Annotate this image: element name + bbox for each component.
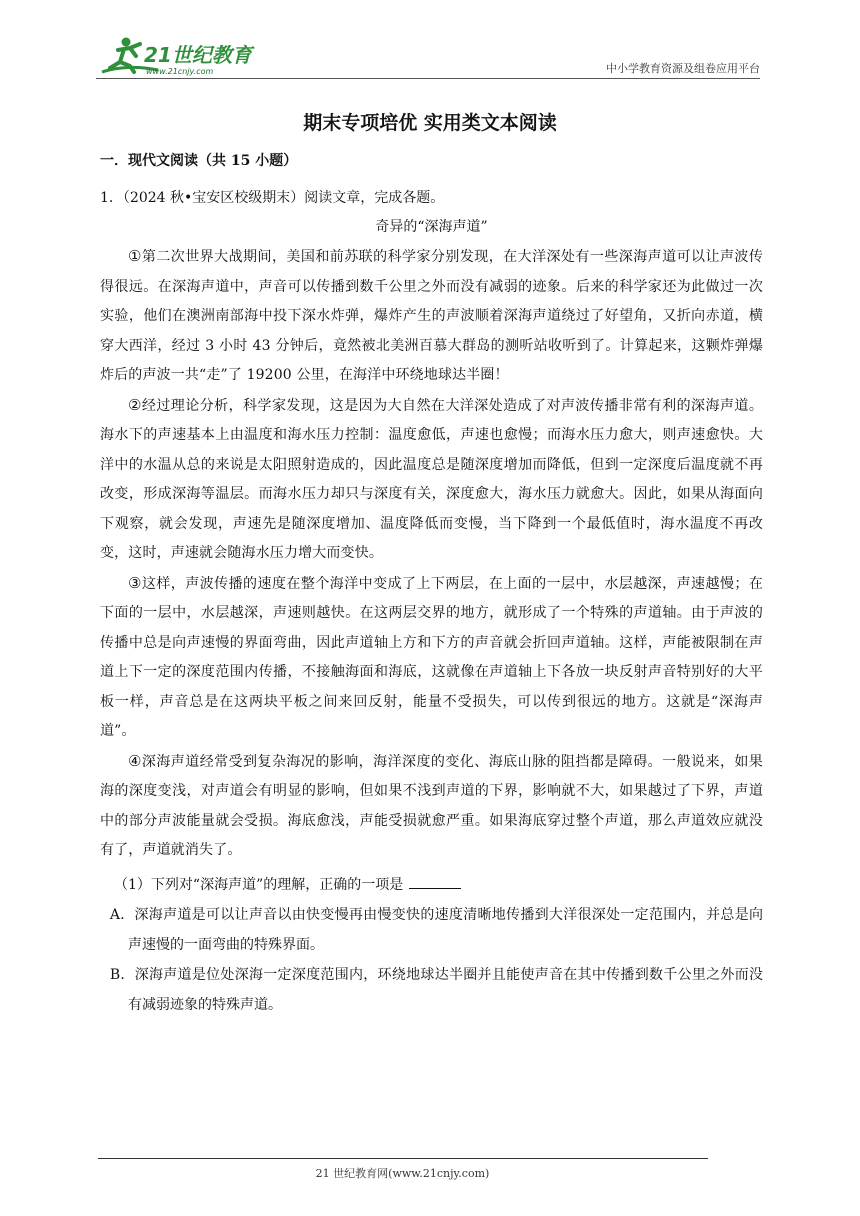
sub-question-stem: [100, 870, 763, 900]
answer-option[interactable]: [100, 900, 763, 960]
section-heading: 一．现代文阅读（共 15 小题）: [100, 153, 298, 169]
option-letter: A．: [109, 906, 135, 923]
paragraph-text: 经过理论分析，科学家发现，这是因为大自然在大洋深处造成了对声波传播非常有利的深海声道。海水下的声速基本上由温度和海水压力控制：温度愈低，声速也愈慢；而海水压力愈大，则声速愈快。大洋中的水温从总的来说是太阳照射造成的，因此温度总是随深度增加而降低，但到一定深度后温度就不再改变，形成深海等温层。而海水压力却只与深度有关，深度愈大，海水压力就愈大。因此，如果从海面向下观察，就会发现，声速先是随深度增加、温度降低而变慢，当下降到一个最低值时，海水温度不再改变，这时，声速就会随海水压力增大而变快。: [100, 397, 763, 561]
option-letter: B．: [109, 966, 135, 983]
paragraph-number: ①: [128, 247, 142, 265]
logo-text: 21世纪教育: [144, 43, 252, 67]
header-divider: [96, 78, 760, 79]
article-paragraph: [100, 569, 763, 747]
footer-text: 21 世纪教育网(www.21cnjy.com): [315, 1167, 490, 1180]
article-paragraph: [100, 391, 763, 569]
site-logo: [96, 34, 266, 78]
paragraph-number: ③: [128, 573, 142, 592]
footer-divider: [98, 1158, 708, 1159]
paragraph-number: ④: [128, 751, 142, 770]
page-header: [96, 30, 760, 80]
question-intro: 1．（2024 秋•宝安区校级期末）阅读文章，完成各题。: [100, 190, 445, 206]
page-title: 期末专项培优 实用类文本阅读: [303, 112, 557, 134]
article-title: 奇异的“深海声道”: [375, 219, 488, 235]
paragraph-text: 第二次世界大战期间，美国和前苏联的科学家分别发现，在大洋深处有一些深海声道可以让声波传得很远。在深海声道中，声音可以传播到数千公里之外而没有减弱的迹象。后来的科学家还为此做过一次实验，他们在澳洲南部海中投下深水炸弹，爆炸产生的声波顺着深海声道绕过了好望角，又折向赤道，横穿大西洋，经过 3 小时 43 分钟后，竟然被北美洲百慕大群岛的测听站收听到了。计算起来，这颗炸弹爆炸后的声波一共“走”了 19200 公里，在海洋中环绕地球达半圈！: [100, 249, 763, 383]
article-paragraph: [100, 242, 763, 391]
paragraph-text: 深海声道经常受到复杂海况的影响，海洋深度的变化、海底山脉的阻挡都是障碍。一般说来，如果海的深度变浅，对声道会有明显的影响，但如果不浅到声道的下界，影响就不大，如果越过了下界，声道中的部分声波能量就会受损。海底愈浅，声能受损就愈严重。如果海底穿过整个声道，那么声道效应就没有了，声道就消失了。: [100, 753, 763, 858]
answer-option[interactable]: [100, 960, 763, 1020]
option-text: 深海声道是可以让声音以由快变慢再由慢变快的速度清晰地传播到大洋很深处一定范围内，并总是向声速慢的一面弯曲的特殊界面。: [128, 906, 763, 953]
platform-name: 中小学教育资源及组卷应用平台: [606, 62, 760, 75]
article: [100, 213, 763, 1020]
runner-logo-icon: [96, 34, 266, 78]
option-text: 深海声道是位处深海一定深度范围内，环绕地球达半圈并且能使声音在其中传播到数千公里之外而没有减弱迹象的特殊声道。: [128, 966, 764, 1013]
article-paragraph: [100, 747, 763, 866]
paragraph-text: 这样，声波传播的速度在整个海洋中变成了上下两层，在上面的一层中，水层越深，声速越慢；在下面的一层中，水层越深，声速则越快。在这两层交界的地方，就形成了一个特殊的声道轴。由于声波的传播中总是向声速慢的界面弯曲，因此声道轴上方和下方的声音就会折回声道轴。这样，声能被限制在声道上下一定的深度范围内传播，不接触海面和海底，这就像在声道轴上下各放一块反射声音特别好的大平板一样，声音总是在这两块平板之间来回反射，能量不受损失，可以传到很远的地方。这就是“深海声道”。: [100, 575, 763, 739]
sub-question-text: （1）下列对“深海声道”的理解，正确的一项是: [114, 876, 404, 893]
answer-blank[interactable]: [409, 874, 461, 889]
paragraph-number: ②: [128, 395, 142, 414]
logo-subtext: www.21cnjy.com: [146, 67, 214, 76]
